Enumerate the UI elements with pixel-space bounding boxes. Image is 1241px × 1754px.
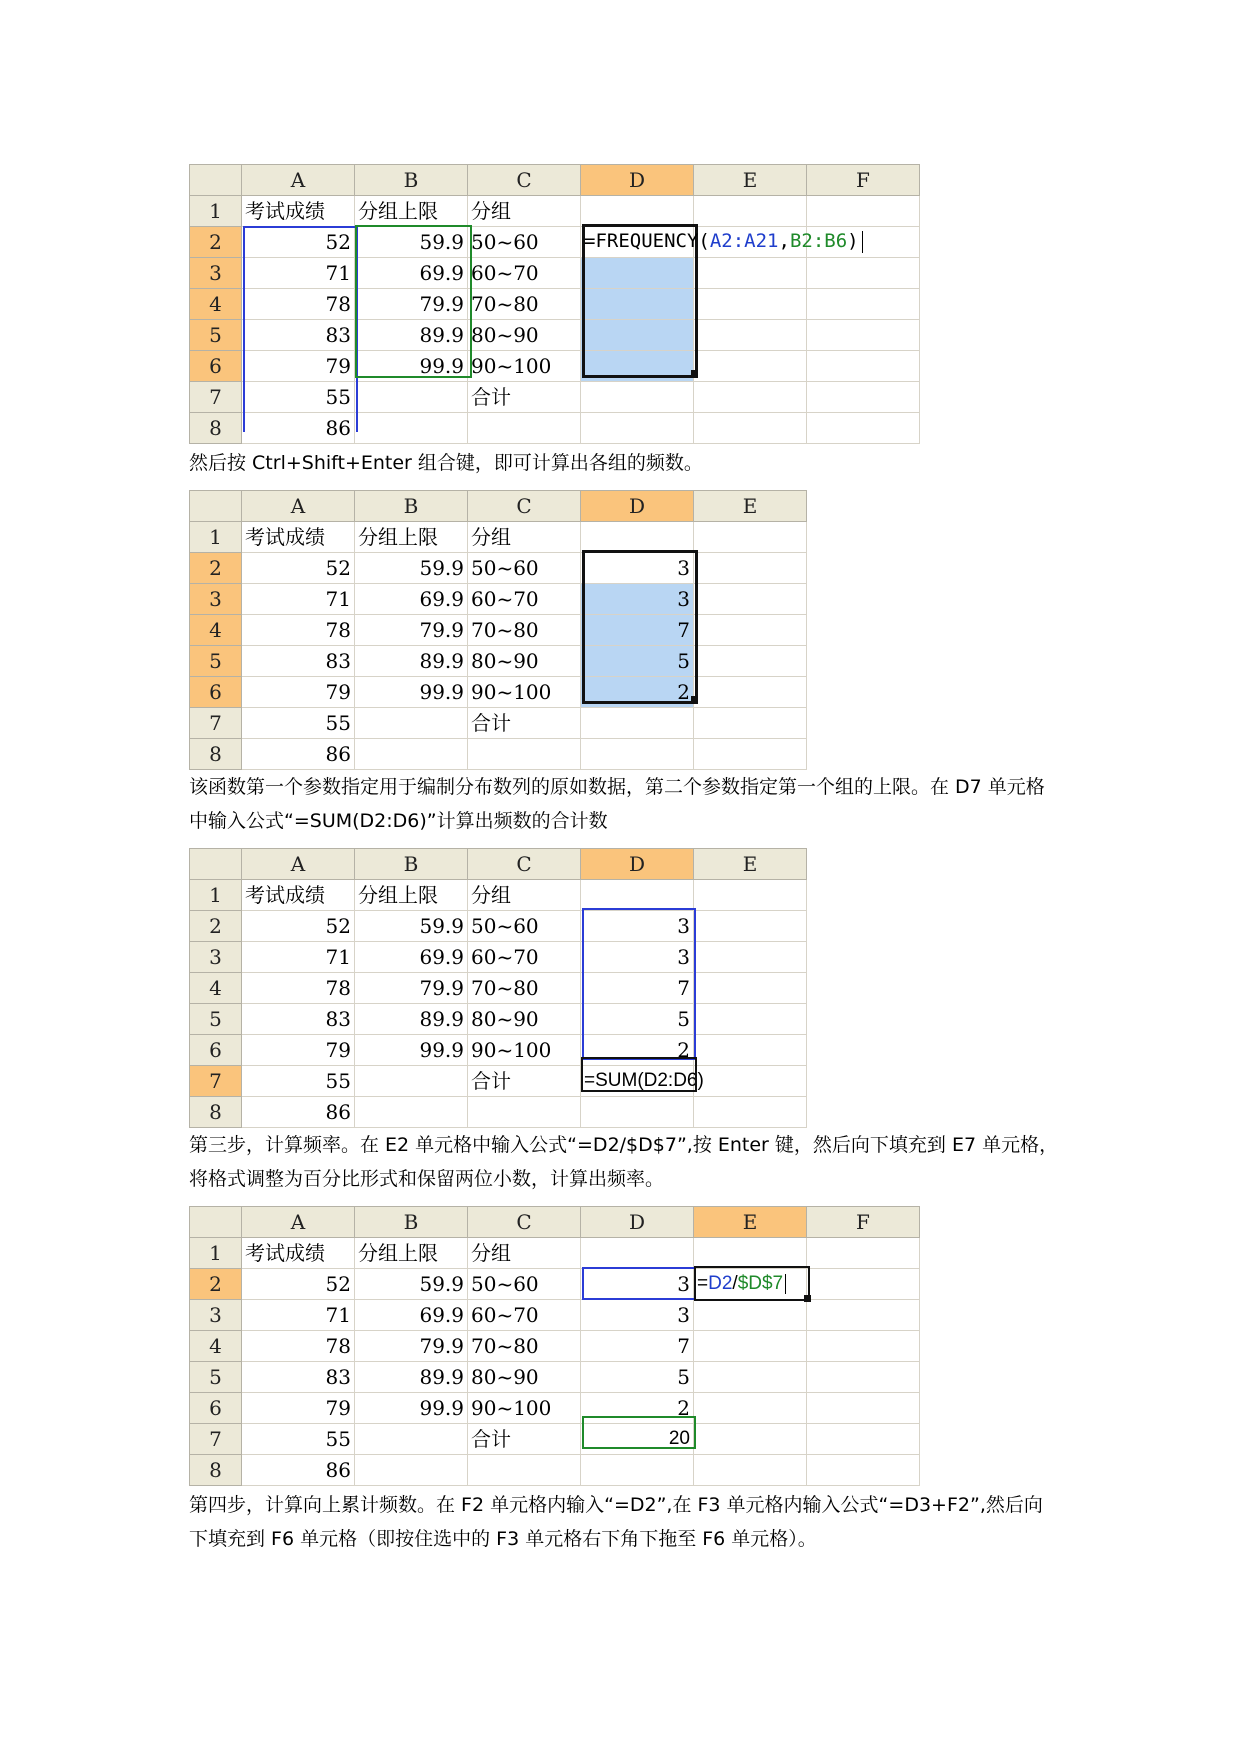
cell-a6[interactable]: 79 bbox=[242, 351, 355, 382]
cell-f6[interactable] bbox=[807, 351, 920, 382]
cell-e8[interactable] bbox=[694, 1455, 807, 1486]
cell-c6[interactable]: 90~100 bbox=[468, 677, 581, 708]
cell-a8[interactable]: 86 bbox=[242, 739, 355, 770]
row-header[interactable]: 5 bbox=[190, 646, 242, 677]
col-header-c[interactable]: C bbox=[468, 491, 581, 522]
cell-a2[interactable]: 52 bbox=[242, 227, 355, 258]
cell-d2[interactable]: 3 bbox=[581, 553, 694, 584]
cell-d8[interactable] bbox=[581, 739, 694, 770]
col-header-d[interactable]: D bbox=[581, 491, 694, 522]
cell-e8[interactable] bbox=[694, 739, 807, 770]
formula-ref-d7: $D$7 bbox=[737, 1273, 784, 1294]
cell-a3[interactable]: 71 bbox=[242, 258, 355, 289]
cell-f5[interactable] bbox=[807, 320, 920, 351]
cell-d6[interactable]: 2 bbox=[581, 1035, 694, 1066]
cell-a7[interactable]: 55 bbox=[242, 1066, 355, 1097]
row-header[interactable]: 5 bbox=[190, 1004, 242, 1035]
cell-a8[interactable]: 86 bbox=[242, 1097, 355, 1128]
col-header-e[interactable]: E bbox=[694, 849, 807, 880]
formula-sep: , bbox=[778, 230, 790, 252]
cell-a2[interactable]: 52 bbox=[242, 553, 355, 584]
cell-b6[interactable]: 99.9 bbox=[355, 1393, 468, 1424]
cell-d1[interactable] bbox=[581, 522, 694, 553]
cell-b1[interactable]: 分组上限 bbox=[355, 196, 468, 227]
cell-a7[interactable]: 55 bbox=[242, 708, 355, 739]
cell-e4[interactable] bbox=[694, 973, 807, 1004]
cell-e2[interactable] bbox=[694, 553, 807, 584]
cell-a3[interactable]: 71 bbox=[242, 942, 355, 973]
cell-b7[interactable] bbox=[355, 382, 468, 413]
row-header[interactable]: 8 bbox=[190, 1097, 242, 1128]
cell-c6[interactable]: 90~100 bbox=[468, 1035, 581, 1066]
cell-f5[interactable] bbox=[807, 1362, 920, 1393]
cell-e4[interactable] bbox=[694, 1331, 807, 1362]
row-header[interactable]: 6 bbox=[190, 1393, 242, 1424]
cell-c8[interactable] bbox=[468, 1455, 581, 1486]
cell-b5[interactable]: 89.9 bbox=[355, 1362, 468, 1393]
formula-text: =FREQUENCY( bbox=[584, 230, 710, 252]
cell-a6[interactable]: 79 bbox=[242, 1035, 355, 1066]
cell-d3[interactable] bbox=[581, 258, 694, 289]
row-header[interactable]: 6 bbox=[190, 1035, 242, 1066]
formula-cell-d7[interactable]: =SUM(D2:D6) bbox=[581, 1066, 694, 1097]
cell-b5[interactable]: 89.9 bbox=[355, 1004, 468, 1035]
cell-e6[interactable] bbox=[694, 351, 807, 382]
cell-b7[interactable] bbox=[355, 1424, 468, 1455]
formula-eq: = bbox=[697, 1273, 709, 1294]
cell-b8[interactable] bbox=[355, 1455, 468, 1486]
cell-b8[interactable] bbox=[355, 413, 468, 444]
cell-d5[interactable]: 5 bbox=[581, 1004, 694, 1035]
cell-c3[interactable]: 60~70 bbox=[468, 258, 581, 289]
cell-f4[interactable] bbox=[807, 1331, 920, 1362]
cell-e6[interactable] bbox=[694, 1035, 807, 1066]
cell-c7[interactable]: 合计 bbox=[468, 1066, 581, 1097]
cell-c5[interactable]: 80~90 bbox=[468, 646, 581, 677]
cell-a2[interactable]: 52 bbox=[242, 1269, 355, 1300]
cell-b1[interactable]: 分组上限 bbox=[355, 880, 468, 911]
paragraph-2: 该函数第一个参数指定用于编制分布数列的原如数据，第二个参数指定第一个组的上限。在 D7 单元格中输入公式“=SUM(D2:D6)”计算出频数的合计数 bbox=[189, 776, 1045, 832]
row-header[interactable]: 6 bbox=[190, 351, 242, 382]
row-header[interactable]: 7 bbox=[190, 1424, 242, 1455]
cell-f6[interactable] bbox=[807, 1393, 920, 1424]
row-header[interactable]: 7 bbox=[190, 708, 242, 739]
spreadsheet-1 bbox=[189, 164, 920, 444]
cell-c8[interactable] bbox=[468, 739, 581, 770]
cell-a6[interactable]: 79 bbox=[242, 1393, 355, 1424]
col-header-b[interactable]: B bbox=[355, 849, 468, 880]
paragraph-1: 然后按 Ctrl+Shift+Enter 组合键，即可计算出各组的频数。 bbox=[189, 452, 703, 474]
cell-d2[interactable]: 3 bbox=[581, 1269, 694, 1300]
cell-d5[interactable]: 5 bbox=[581, 1362, 694, 1393]
cell-d6[interactable] bbox=[581, 351, 694, 382]
cell-e8[interactable] bbox=[694, 413, 807, 444]
cell-c3[interactable]: 60~70 bbox=[468, 1300, 581, 1331]
cell-d3[interactable]: 3 bbox=[581, 584, 694, 615]
cell-b4[interactable]: 79.9 bbox=[355, 1331, 468, 1362]
cell-d4[interactable]: 7 bbox=[581, 1331, 694, 1362]
cell-e7[interactable] bbox=[694, 382, 807, 413]
col-header-c[interactable]: C bbox=[468, 849, 581, 880]
cell-c5[interactable]: 80~90 bbox=[468, 1004, 581, 1035]
cell-b8[interactable] bbox=[355, 739, 468, 770]
col-header-a[interactable]: A bbox=[242, 849, 355, 880]
cell-a4[interactable]: 78 bbox=[242, 1331, 355, 1362]
cell-d7-total[interactable]: 20 bbox=[581, 1424, 694, 1455]
col-header-b[interactable]: B bbox=[355, 1207, 468, 1238]
row-header[interactable]: 1 bbox=[190, 880, 242, 911]
col-header-a[interactable]: A bbox=[242, 165, 355, 196]
row-header[interactable]: 3 bbox=[190, 584, 242, 615]
col-header-e[interactable]: E bbox=[694, 1207, 807, 1238]
cell-a5[interactable]: 83 bbox=[242, 320, 355, 351]
col-header-e[interactable]: E bbox=[694, 165, 807, 196]
cell-e3[interactable] bbox=[694, 942, 807, 973]
cell-c4[interactable]: 70~80 bbox=[468, 615, 581, 646]
cell-c5[interactable]: 80~90 bbox=[468, 320, 581, 351]
row-header[interactable]: 8 bbox=[190, 739, 242, 770]
cell-b5[interactable]: 89.9 bbox=[355, 646, 468, 677]
cell-f3[interactable] bbox=[807, 1300, 920, 1331]
row-header[interactable]: 3 bbox=[190, 1300, 242, 1331]
cell-d8[interactable] bbox=[581, 413, 694, 444]
corner-cell[interactable] bbox=[190, 1207, 242, 1238]
corner-cell[interactable] bbox=[190, 849, 242, 880]
row-header[interactable]: 4 bbox=[190, 973, 242, 1004]
cell-e6[interactable] bbox=[694, 1393, 807, 1424]
spreadsheet-4 bbox=[189, 1206, 920, 1486]
cell-b1[interactable]: 分组上限 bbox=[355, 1238, 468, 1269]
formula-ref-d2: D2 bbox=[708, 1273, 733, 1294]
row-header[interactable]: 3 bbox=[190, 942, 242, 973]
cell-c4[interactable]: 70~80 bbox=[468, 1331, 581, 1362]
cell-a4[interactable]: 78 bbox=[242, 615, 355, 646]
cell-c4[interactable]: 70~80 bbox=[468, 973, 581, 1004]
formula-cell-d2[interactable] bbox=[581, 227, 859, 258]
col-header-d[interactable]: D bbox=[581, 849, 694, 880]
spreadsheet-3 bbox=[189, 848, 807, 1128]
cell-c8[interactable] bbox=[468, 1097, 581, 1128]
cell-c1[interactable]: 分组 bbox=[468, 196, 581, 227]
cell-a1[interactable]: 考试成绩 bbox=[242, 880, 355, 911]
col-header-b[interactable]: B bbox=[355, 491, 468, 522]
cell-a8[interactable]: 86 bbox=[242, 1455, 355, 1486]
fill-handle[interactable] bbox=[804, 1295, 811, 1302]
cell-e7[interactable] bbox=[694, 1424, 807, 1455]
text-cursor bbox=[785, 1274, 786, 1294]
cell-e2[interactable] bbox=[694, 911, 807, 942]
row-header[interactable]: 3 bbox=[190, 258, 242, 289]
cell-c7[interactable]: 合计 bbox=[468, 382, 581, 413]
cell-b8[interactable] bbox=[355, 1097, 468, 1128]
row-header[interactable]: 8 bbox=[190, 1455, 242, 1486]
cell-e5[interactable] bbox=[694, 1004, 807, 1035]
spreadsheet-2 bbox=[189, 490, 807, 770]
row-header[interactable]: 1 bbox=[190, 1238, 242, 1269]
cell-d4[interactable]: 7 bbox=[581, 973, 694, 1004]
cell-e1[interactable] bbox=[694, 522, 807, 553]
cell-e1[interactable] bbox=[694, 196, 807, 227]
cell-e1[interactable] bbox=[694, 880, 807, 911]
cell-e3[interactable] bbox=[694, 1300, 807, 1331]
row-header[interactable]: 4 bbox=[190, 615, 242, 646]
cell-f7[interactable] bbox=[807, 1424, 920, 1455]
cell-c8[interactable] bbox=[468, 413, 581, 444]
cell-a4[interactable]: 78 bbox=[242, 289, 355, 320]
formula-close: ) bbox=[847, 230, 859, 252]
cell-d2[interactable]: 3 bbox=[581, 911, 694, 942]
cell-c6[interactable]: 90~100 bbox=[468, 351, 581, 382]
cell-e6[interactable] bbox=[694, 677, 807, 708]
col-header-d[interactable]: D bbox=[581, 1207, 694, 1238]
cell-d3[interactable]: 3 bbox=[581, 942, 694, 973]
cell-a5[interactable]: 83 bbox=[242, 1362, 355, 1393]
paragraph-3: 第三步，计算频率。在 E2 单元格中输入公式“=D2/$D$7”,按 Enter 键，然后向下填充到 E7 单元格，将格式调整为百分比形式和保留两位小数，计算出频率。 bbox=[189, 1134, 1059, 1190]
cell-b2[interactable]: 59.9 bbox=[355, 1269, 468, 1300]
cell-c3[interactable]: 60~70 bbox=[468, 942, 581, 973]
cell-f2[interactable] bbox=[807, 1269, 920, 1300]
row-header[interactable]: 8 bbox=[190, 413, 242, 444]
row-header[interactable]: 4 bbox=[190, 289, 242, 320]
cell-e5[interactable] bbox=[694, 646, 807, 677]
cell-d3[interactable]: 3 bbox=[581, 1300, 694, 1331]
cell-a3[interactable]: 71 bbox=[242, 584, 355, 615]
cell-a1[interactable]: 考试成绩 bbox=[242, 522, 355, 553]
cell-e8[interactable] bbox=[694, 1097, 807, 1128]
cell-b2[interactable]: 59.9 bbox=[355, 227, 468, 258]
cell-a5[interactable]: 83 bbox=[242, 646, 355, 677]
cell-a1[interactable]: 考试成绩 bbox=[242, 1238, 355, 1269]
col-header-d[interactable]: D bbox=[581, 165, 694, 196]
text-cursor bbox=[862, 231, 863, 253]
cell-e4[interactable] bbox=[694, 615, 807, 646]
cell-d1[interactable] bbox=[581, 880, 694, 911]
cell-a5[interactable]: 83 bbox=[242, 1004, 355, 1035]
cell-e3[interactable] bbox=[694, 584, 807, 615]
cell-f7[interactable] bbox=[807, 382, 920, 413]
cell-e5[interactable] bbox=[694, 1362, 807, 1393]
cell-c6[interactable]: 90~100 bbox=[468, 1393, 581, 1424]
cell-b4[interactable]: 79.9 bbox=[355, 615, 468, 646]
formula-slash: / bbox=[732, 1273, 738, 1294]
cell-f1[interactable] bbox=[807, 1238, 920, 1269]
cell-b1[interactable]: 分组上限 bbox=[355, 522, 468, 553]
cell-b4[interactable]: 79.9 bbox=[355, 973, 468, 1004]
cell-b3[interactable]: 69.9 bbox=[355, 584, 468, 615]
cell-b6[interactable]: 99.9 bbox=[355, 351, 468, 382]
cell-b6[interactable]: 99.9 bbox=[355, 1035, 468, 1066]
cell-b6[interactable]: 99.9 bbox=[355, 677, 468, 708]
cell-d8[interactable] bbox=[581, 1097, 694, 1128]
col-header-a[interactable]: A bbox=[242, 491, 355, 522]
corner-cell[interactable] bbox=[190, 491, 242, 522]
cell-f8[interactable] bbox=[807, 1455, 920, 1486]
cell-c7[interactable]: 合计 bbox=[468, 1424, 581, 1455]
cell-e4[interactable] bbox=[694, 289, 807, 320]
cell-c2[interactable]: 50~60 bbox=[468, 227, 581, 258]
cell-e7[interactable] bbox=[694, 1066, 807, 1097]
row-header[interactable]: 7 bbox=[190, 1066, 242, 1097]
cell-d7[interactable] bbox=[581, 382, 694, 413]
row-header[interactable]: 4 bbox=[190, 1331, 242, 1362]
paragraph-4: 第四步，计算向上累计频数。在 F2 单元格内输入“=D2”,在 F3 单元格内输入公式“=D3+F2”,然后向下填充到 F6 单元格（即按住选中的 F3 单元格右下角下拖至 F6 单元格）。 bbox=[189, 1494, 1043, 1550]
corner-cell[interactable] bbox=[190, 165, 242, 196]
cell-b2[interactable]: 59.9 bbox=[355, 553, 468, 584]
row-header[interactable]: 2 bbox=[190, 1269, 242, 1300]
row-header[interactable]: 2 bbox=[190, 911, 242, 942]
cell-e7[interactable] bbox=[694, 708, 807, 739]
row-header[interactable]: 5 bbox=[190, 320, 242, 351]
cell-a3[interactable]: 71 bbox=[242, 1300, 355, 1331]
formula-ref-a: A2:A21 bbox=[709, 230, 779, 252]
fill-handle[interactable] bbox=[691, 370, 698, 377]
cell-d7[interactable] bbox=[581, 708, 694, 739]
row-header[interactable]: 6 bbox=[190, 677, 242, 708]
cell-a7[interactable]: 55 bbox=[242, 382, 355, 413]
col-header-f[interactable]: F bbox=[807, 1207, 920, 1238]
cell-b7[interactable] bbox=[355, 708, 468, 739]
cell-b2[interactable]: 59.9 bbox=[355, 911, 468, 942]
cell-d8[interactable] bbox=[581, 1455, 694, 1486]
row-header[interactable]: 5 bbox=[190, 1362, 242, 1393]
cell-f1[interactable] bbox=[807, 196, 920, 227]
cell-d4[interactable]: 7 bbox=[581, 615, 694, 646]
col-header-b[interactable]: B bbox=[355, 165, 468, 196]
cell-c2[interactable]: 50~60 bbox=[468, 553, 581, 584]
cell-b3[interactable]: 69.9 bbox=[355, 258, 468, 289]
cell-b3[interactable]: 69.9 bbox=[355, 942, 468, 973]
row-header[interactable]: 1 bbox=[190, 196, 242, 227]
cell-d5[interactable]: 5 bbox=[581, 646, 694, 677]
cell-a6[interactable]: 79 bbox=[242, 677, 355, 708]
cell-f8[interactable] bbox=[807, 413, 920, 444]
col-header-c[interactable]: C bbox=[468, 165, 581, 196]
cell-a4[interactable]: 78 bbox=[242, 973, 355, 1004]
cell-d4[interactable] bbox=[581, 289, 694, 320]
col-header-a[interactable]: A bbox=[242, 1207, 355, 1238]
formula-cell-e2[interactable] bbox=[694, 1269, 807, 1300]
cell-c1[interactable]: 分组 bbox=[468, 522, 581, 553]
cell-c1[interactable]: 分组 bbox=[468, 880, 581, 911]
cell-b7[interactable] bbox=[355, 1066, 468, 1097]
cell-b3[interactable]: 69.9 bbox=[355, 1300, 468, 1331]
cell-a8[interactable]: 86 bbox=[242, 413, 355, 444]
cell-c5[interactable]: 80~90 bbox=[468, 1362, 581, 1393]
cell-c4[interactable]: 70~80 bbox=[468, 289, 581, 320]
fill-handle[interactable] bbox=[691, 696, 698, 703]
cell-e1[interactable] bbox=[694, 1238, 807, 1269]
cell-c1[interactable]: 分组 bbox=[468, 1238, 581, 1269]
cell-f3[interactable] bbox=[807, 258, 920, 289]
cell-a1[interactable]: 考试成绩 bbox=[242, 196, 355, 227]
cell-c2[interactable]: 50~60 bbox=[468, 1269, 581, 1300]
cell-d6[interactable]: 2 bbox=[581, 677, 694, 708]
row-header[interactable]: 2 bbox=[190, 553, 242, 584]
cell-b5[interactable]: 89.9 bbox=[355, 320, 468, 351]
cell-d1[interactable] bbox=[581, 196, 694, 227]
cell-f4[interactable] bbox=[807, 289, 920, 320]
cell-d5[interactable] bbox=[581, 320, 694, 351]
row-header[interactable]: 2 bbox=[190, 227, 242, 258]
col-header-f[interactable]: F bbox=[807, 165, 920, 196]
cell-a7[interactable]: 55 bbox=[242, 1424, 355, 1455]
cell-b4[interactable]: 79.9 bbox=[355, 289, 468, 320]
cell-a2[interactable]: 52 bbox=[242, 911, 355, 942]
cell-c3[interactable]: 60~70 bbox=[468, 584, 581, 615]
col-header-c[interactable]: C bbox=[468, 1207, 581, 1238]
cell-d6[interactable]: 2 bbox=[581, 1393, 694, 1424]
cell-e5[interactable] bbox=[694, 320, 807, 351]
row-header[interactable]: 7 bbox=[190, 382, 242, 413]
cell-d1[interactable] bbox=[581, 1238, 694, 1269]
cell-c2[interactable]: 50~60 bbox=[468, 911, 581, 942]
row-header[interactable]: 1 bbox=[190, 522, 242, 553]
cell-e3[interactable] bbox=[694, 258, 807, 289]
formula-ref-b: B2:B6 bbox=[789, 230, 848, 252]
col-header-e[interactable]: E bbox=[694, 491, 807, 522]
cell-c7[interactable]: 合计 bbox=[468, 708, 581, 739]
